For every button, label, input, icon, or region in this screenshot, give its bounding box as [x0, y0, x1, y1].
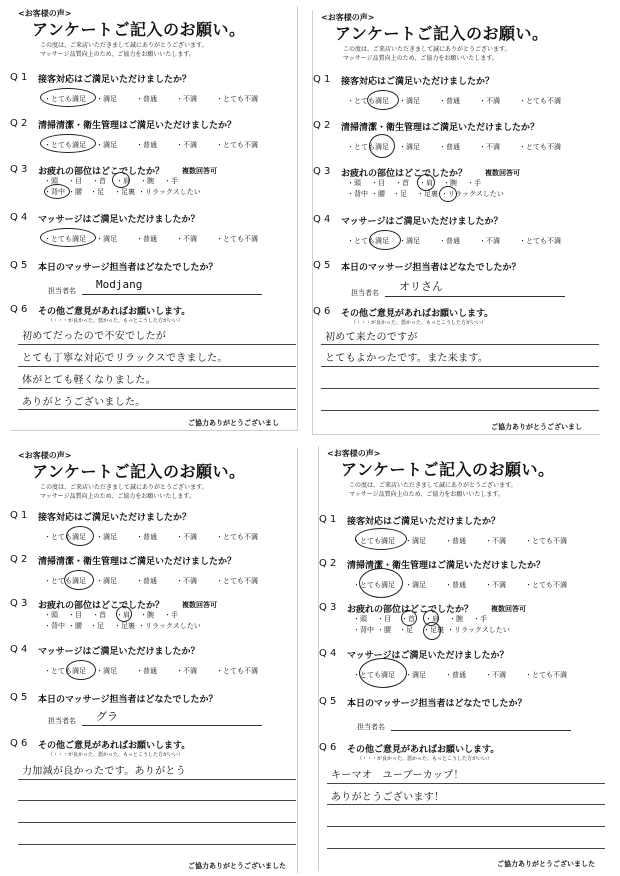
q1-question: 接客対応はご満足いただけましたか？: [347, 517, 501, 527]
q6-question: その他ご意見があればお願いします。: [38, 307, 191, 317]
comment-rule: [18, 409, 296, 410]
option-very-dissatisfied[interactable]: ・とても不満: [216, 667, 258, 675]
answer-circle: [369, 134, 395, 158]
option-normal[interactable]: ・普通: [136, 95, 157, 103]
option-very-satisfied[interactable]: ・とても満足: [44, 235, 86, 243]
option-very-satisfied[interactable]: ・とても満足: [44, 95, 86, 103]
body-waist[interactable]: ・腰: [68, 188, 82, 196]
q2-question: 清掃清潔・衛生管理はご満足いただけましたか？: [38, 121, 237, 131]
staff-label: 担当者名: [48, 287, 76, 295]
option-satisfied[interactable]: ・満足: [399, 143, 420, 151]
answer-circle: [64, 570, 94, 590]
body-head[interactable]: ・頭: [44, 177, 58, 185]
option-very-dissatisfied[interactable]: ・とても不満: [525, 581, 567, 589]
q1-question: 接客対応はご満足いただけましたか？: [38, 513, 192, 523]
comment-line-2[interactable]: とてもよかったです。また来ます。: [325, 353, 489, 364]
body-head[interactable]: ・頭: [353, 615, 367, 623]
comment-rule: [327, 848, 605, 849]
card-tag: <お客様の声>: [327, 449, 381, 458]
staff-underline: [385, 296, 565, 297]
comment-line-1[interactable]: 初めてだったので不安でしたが: [22, 331, 167, 342]
comment-rule: [327, 804, 605, 805]
answer-circle: [401, 610, 417, 626]
q5-question: 本日のマッサージ担当者はどなたでしたか？: [341, 263, 521, 273]
option-very-dissatisfied[interactable]: ・とても不満: [525, 537, 567, 545]
option-dissatisfied[interactable]: ・不満: [176, 667, 197, 675]
answer-circle: [439, 186, 457, 202]
option-very-dissatisfied[interactable]: ・とても不満: [519, 143, 561, 151]
body-shoulder[interactable]: ・肩: [419, 179, 433, 187]
q2-number: Q 2: [10, 554, 28, 565]
intro-line-1: この度は、ご来店いただきまして誠にありがとうございます。: [40, 484, 208, 491]
q4-number: Q 4: [10, 212, 28, 223]
option-dissatisfied[interactable]: ・不満: [479, 237, 500, 245]
answer-circle: [359, 658, 407, 688]
intro-line-1: この度は、ご来店いただきまして誠にありがとうございます。: [343, 46, 511, 53]
comment-rule: [18, 344, 296, 345]
option-satisfied[interactable]: ・満足: [96, 667, 117, 675]
body-legs[interactable]: ・足: [90, 622, 104, 630]
q4-number: Q 4: [319, 648, 337, 659]
body-back[interactable]: ・背中: [44, 622, 65, 630]
q5-question: 本日のマッサージ担当者はどなたでしたか？: [38, 263, 218, 273]
q1-number: Q 1: [10, 510, 28, 521]
option-normal[interactable]: ・普通: [136, 577, 157, 585]
body-soles[interactable]: ・足裏: [114, 622, 135, 630]
survey-card-2: [312, 10, 600, 435]
body-arm[interactable]: ・腕: [140, 177, 154, 185]
option-very-satisfied[interactable]: ・とても満足: [353, 537, 395, 545]
q2-question: 清掃清潔・衛生管理はご満足いただけましたか？: [347, 561, 546, 571]
q6-note: （・・・が良かった、悪かった、もっとこうした方がいい）: [48, 318, 184, 324]
q6-note: （・・・が良かった、悪かった、もっとこうした方がいい）: [351, 320, 487, 326]
answer-circle: [417, 174, 435, 191]
body-legs[interactable]: ・足: [399, 626, 413, 634]
card-title: アンケートご記入のお願い。: [341, 460, 555, 479]
staff-label: 担当者名: [351, 289, 379, 297]
body-back[interactable]: ・背中: [44, 188, 65, 196]
thanks-footer: ご協力ありがとうございました: [497, 860, 595, 868]
comment-rule: [321, 344, 599, 345]
comment-line-1[interactable]: 力加減が良かったです。ありがとう: [22, 766, 186, 777]
option-satisfied[interactable]: ・満足: [399, 237, 420, 245]
answer-circle: [116, 606, 132, 622]
answer-circle: [369, 230, 401, 250]
body-shoulder[interactable]: ・肩: [425, 615, 439, 623]
option-satisfied[interactable]: ・満足: [405, 537, 426, 545]
q1-question: 接客対応はご満足いただけましたか？: [38, 75, 192, 85]
body-soles[interactable]: ・足裏: [417, 190, 438, 198]
q5-number: Q 5: [313, 260, 331, 271]
body-back[interactable]: ・背中: [353, 626, 374, 634]
body-neck[interactable]: ・首: [92, 611, 106, 619]
comment-rule: [18, 388, 296, 389]
option-satisfied[interactable]: ・満足: [96, 141, 117, 149]
thanks-footer: ご協力ありがとうございました: [188, 862, 286, 870]
q5-question: 本日のマッサージ担当者はどなたでしたか？: [347, 699, 527, 709]
option-very-dissatisfied[interactable]: ・とても不満: [216, 533, 258, 541]
comment-rule: [321, 388, 599, 389]
q1-number: Q 1: [313, 74, 331, 85]
answer-circle: [40, 134, 96, 153]
intro-line-2: マッサージ品質向上のため、ご協力をお願いいたします。: [343, 55, 498, 62]
q4-question: マッサージはご満足いただけましたか？: [38, 215, 200, 225]
option-normal[interactable]: ・普通: [445, 537, 466, 545]
option-very-satisfied[interactable]: ・とても満足: [347, 237, 389, 245]
q3-number: Q 3: [10, 164, 28, 175]
option-satisfied[interactable]: ・満足: [399, 97, 420, 105]
staff-label: 担当者名: [357, 723, 385, 731]
option-dissatisfied[interactable]: ・不満: [176, 141, 197, 149]
q3-question: お疲れの部位はどこでしたか？: [341, 169, 468, 179]
q3-number: Q 3: [313, 166, 331, 177]
body-waist[interactable]: ・腰: [377, 626, 391, 634]
body-arm[interactable]: ・腕: [443, 179, 457, 187]
comment-rule: [18, 822, 296, 823]
q3-number: Q 3: [10, 598, 28, 609]
body-soles[interactable]: ・足裏: [114, 188, 135, 196]
survey-card-1: [10, 6, 298, 431]
thanks-footer: ご協力ありがとうございまし: [491, 423, 582, 431]
answer-circle: [66, 660, 96, 680]
body-relax[interactable]: ・リラックスしたい: [447, 626, 510, 634]
body-shoulder[interactable]: ・肩: [116, 611, 130, 619]
comment-line-1[interactable]: 初めて来たのですが: [325, 332, 418, 343]
comment-rule: [18, 800, 296, 801]
option-very-satisfied[interactable]: ・とても満足: [347, 97, 389, 105]
option-very-dissatisfied[interactable]: ・とても不満: [519, 237, 561, 245]
option-normal[interactable]: ・普通: [439, 237, 460, 245]
option-normal[interactable]: ・普通: [136, 667, 157, 675]
body-parts-row-2: [353, 625, 510, 635]
body-parts-row-2: [44, 621, 201, 631]
q3-multi-note: 複数回答可: [182, 167, 217, 175]
option-satisfied[interactable]: ・満足: [405, 671, 426, 679]
body-waist[interactable]: ・腰: [371, 190, 385, 198]
answer-circle: [359, 568, 403, 598]
q1-question: 接客対応はご満足いただけましたか？: [341, 77, 495, 87]
option-dissatisfied[interactable]: ・不満: [479, 143, 500, 151]
option-normal[interactable]: ・普通: [439, 97, 460, 105]
option-normal[interactable]: ・普通: [136, 533, 157, 541]
q3-question: お疲れの部位はどこでしたか？: [38, 167, 165, 177]
body-arm[interactable]: ・腕: [449, 615, 463, 623]
q3-multi-note: 複数回答可: [485, 169, 520, 177]
option-normal[interactable]: ・普通: [136, 141, 157, 149]
body-legs[interactable]: ・足: [393, 190, 407, 198]
q3-question: お疲れの部位はどこでしたか？: [38, 601, 165, 611]
comment-line-4[interactable]: ありがとうございました。: [22, 397, 146, 408]
staff-name[interactable]: オリさん: [399, 280, 443, 293]
answer-circle: [355, 528, 407, 550]
card-title: アンケートご記入のお願い。: [32, 20, 246, 39]
body-relax[interactable]: ・リラックスしたい: [138, 622, 201, 630]
option-satisfied[interactable]: ・満足: [96, 95, 117, 103]
intro-line-2: マッサージ品質向上のため、ご協力をお願いいたします。: [40, 493, 195, 500]
q4-question: マッサージはご満足いただけましたか？: [38, 647, 200, 657]
body-eyes[interactable]: ・目: [68, 177, 82, 185]
staff-underline: [82, 294, 262, 295]
option-very-dissatisfied[interactable]: ・とても不満: [519, 97, 561, 105]
card-title: アンケートご記入のお願い。: [32, 462, 246, 481]
answer-circle: [40, 88, 96, 107]
intro-line-1: この度は、ご来店いただきまして誠にありがとうございます。: [40, 42, 208, 49]
q3-number: Q 3: [319, 602, 337, 613]
survey-card-3: [10, 448, 298, 873]
option-satisfied[interactable]: ・満足: [96, 235, 117, 243]
body-hand[interactable]: ・手: [473, 615, 487, 623]
comment-rule: [327, 783, 605, 784]
q1-number: Q 1: [10, 72, 28, 83]
body-relax[interactable]: ・リラックスしたい: [138, 188, 201, 196]
comment-rule: [18, 366, 296, 367]
q6-number: Q 6: [319, 742, 337, 753]
q6-note: （・・・が良かった、悪かった、もっとこうした方がいい）: [357, 756, 493, 762]
body-arm[interactable]: ・腕: [140, 611, 154, 619]
comment-rule: [327, 826, 605, 827]
comment-rule: [321, 366, 599, 367]
option-dissatisfied[interactable]: ・不満: [479, 97, 500, 105]
option-dissatisfied[interactable]: ・不満: [176, 235, 197, 243]
option-normal[interactable]: ・普通: [445, 671, 466, 679]
option-very-satisfied[interactable]: ・とても満足: [353, 581, 395, 589]
body-hand[interactable]: ・手: [467, 179, 481, 187]
body-relax[interactable]: ・リラックスしたい: [441, 190, 504, 198]
comment-rule: [321, 410, 599, 411]
option-dissatisfied[interactable]: ・不満: [485, 537, 506, 545]
option-very-satisfied[interactable]: ・とても満足: [44, 577, 86, 585]
q2-question: 清掃清潔・衛生管理はご満足いただけましたか？: [341, 123, 540, 133]
answer-circle: [40, 228, 96, 247]
option-very-dissatisfied[interactable]: ・とても不満: [216, 95, 258, 103]
q2-number: Q 2: [313, 120, 331, 131]
q4-question: マッサージはご満足いただけましたか？: [347, 651, 509, 661]
answer-circle: [66, 526, 94, 546]
option-very-satisfied[interactable]: ・とても満足: [353, 671, 395, 679]
q4-question: マッサージはご満足いただけましたか？: [341, 217, 503, 227]
body-hand[interactable]: ・手: [164, 177, 178, 185]
intro-line-1: この度は、ご来店いただきまして誠にありがとうございます。: [349, 482, 517, 489]
option-dissatisfied[interactable]: ・不満: [176, 533, 197, 541]
q5-number: Q 5: [319, 696, 337, 707]
option-dissatisfied[interactable]: ・不満: [485, 671, 506, 679]
body-head[interactable]: ・頭: [44, 611, 58, 619]
staff-label: 担当者名: [48, 717, 76, 725]
q6-number: Q 6: [10, 738, 28, 749]
option-normal[interactable]: ・普通: [445, 581, 466, 589]
q6-number: Q 6: [10, 304, 28, 315]
comment-line-2[interactable]: ありがとうございます！: [331, 792, 445, 803]
body-shoulder[interactable]: ・肩: [116, 177, 130, 185]
q5-question: 本日のマッサージ担当者はどなたでしたか？: [38, 695, 218, 705]
body-neck[interactable]: ・首: [395, 179, 409, 187]
option-very-dissatisfied[interactable]: ・とても不満: [216, 235, 258, 243]
option-very-satisfied[interactable]: ・とても満足: [347, 143, 389, 151]
q6-question: その他ご意見があればお願いします。: [347, 745, 500, 755]
card-tag: <お客様の声>: [321, 13, 375, 22]
comment-rule: [18, 779, 296, 780]
thanks-footer: ご協力ありがとうございまし: [188, 419, 279, 427]
survey-card-4: [318, 446, 606, 871]
body-legs[interactable]: ・足: [90, 188, 104, 196]
card-tag: <お客様の声>: [18, 9, 72, 18]
answer-circle: [367, 90, 399, 110]
q6-note: （・・・が良かった、悪かった、もっとこうした方がいい）: [48, 752, 184, 758]
q2-question: 清掃清潔・衛生管理はご満足いただけましたか？: [38, 557, 237, 567]
q1-number: Q 1: [319, 514, 337, 525]
answer-circle: [112, 172, 130, 188]
q3-multi-note: 複数回答可: [182, 601, 217, 609]
q2-number: Q 2: [319, 558, 337, 569]
card-title: アンケートご記入のお願い。: [335, 24, 549, 43]
q3-question: お疲れの部位はどこでしたか？: [347, 605, 474, 615]
body-neck[interactable]: ・首: [401, 615, 415, 623]
option-very-dissatisfied[interactable]: ・とても不満: [216, 141, 258, 149]
body-hand[interactable]: ・手: [164, 611, 178, 619]
option-satisfied[interactable]: ・満足: [405, 581, 426, 589]
intro-line-2: マッサージ品質向上のため、ご協力をお願いいたします。: [40, 51, 195, 58]
option-dissatisfied[interactable]: ・不満: [176, 95, 197, 103]
option-dissatisfied[interactable]: ・不満: [485, 581, 506, 589]
option-very-dissatisfied[interactable]: ・とても不満: [525, 671, 567, 679]
body-eyes[interactable]: ・目: [371, 179, 385, 187]
option-normal[interactable]: ・普通: [136, 235, 157, 243]
comment-line-2[interactable]: とても丁寧な対応でリラックスできました。: [22, 353, 228, 364]
option-satisfied[interactable]: ・満足: [96, 577, 117, 585]
body-head[interactable]: ・頭: [347, 179, 361, 187]
q3-multi-note: 複数回答可: [491, 605, 526, 613]
answer-circle: [44, 184, 70, 199]
body-eyes[interactable]: ・目: [377, 615, 391, 623]
body-waist[interactable]: ・腰: [68, 622, 82, 630]
body-eyes[interactable]: ・目: [68, 611, 82, 619]
body-neck[interactable]: ・首: [92, 177, 106, 185]
answer-circle: [423, 622, 441, 640]
staff-name[interactable]: グラ: [96, 710, 118, 723]
q4-number: Q 4: [313, 214, 331, 225]
intro-line-2: マッサージ品質向上のため、ご協力をお願いいたします。: [349, 491, 504, 498]
q6-question: その他ご意見があればお願いします。: [38, 741, 191, 751]
q6-question: その他ご意見があればお願いします。: [341, 309, 494, 319]
option-very-satisfied[interactable]: ・とても満足: [44, 141, 86, 149]
staff-name[interactable]: Modjang: [96, 278, 143, 291]
option-very-dissatisfied[interactable]: ・とても不満: [216, 577, 258, 585]
option-dissatisfied[interactable]: ・不満: [176, 577, 197, 585]
option-satisfied[interactable]: ・満足: [96, 533, 117, 541]
q2-number: Q 2: [10, 118, 28, 129]
option-very-satisfied[interactable]: ・とても満足: [44, 667, 86, 675]
staff-underline: [82, 725, 262, 726]
comment-rule: [18, 844, 296, 845]
q5-number: Q 5: [10, 260, 28, 271]
body-back[interactable]: ・背中: [347, 190, 368, 198]
q4-number: Q 4: [10, 644, 28, 655]
body-soles[interactable]: ・足裏: [423, 626, 444, 634]
card-tag: <お客様の声>: [18, 451, 72, 460]
option-normal[interactable]: ・普通: [439, 143, 460, 151]
comment-line-3[interactable]: 体がとても軽くなりました。: [22, 375, 156, 386]
q6-number: Q 6: [313, 306, 331, 317]
q5-number: Q 5: [10, 692, 28, 703]
comment-line-1[interactable]: キーマオ ユーブーカップ！: [331, 770, 464, 781]
option-very-satisfied[interactable]: ・とても満足: [44, 533, 86, 541]
staff-underline: [391, 730, 571, 731]
